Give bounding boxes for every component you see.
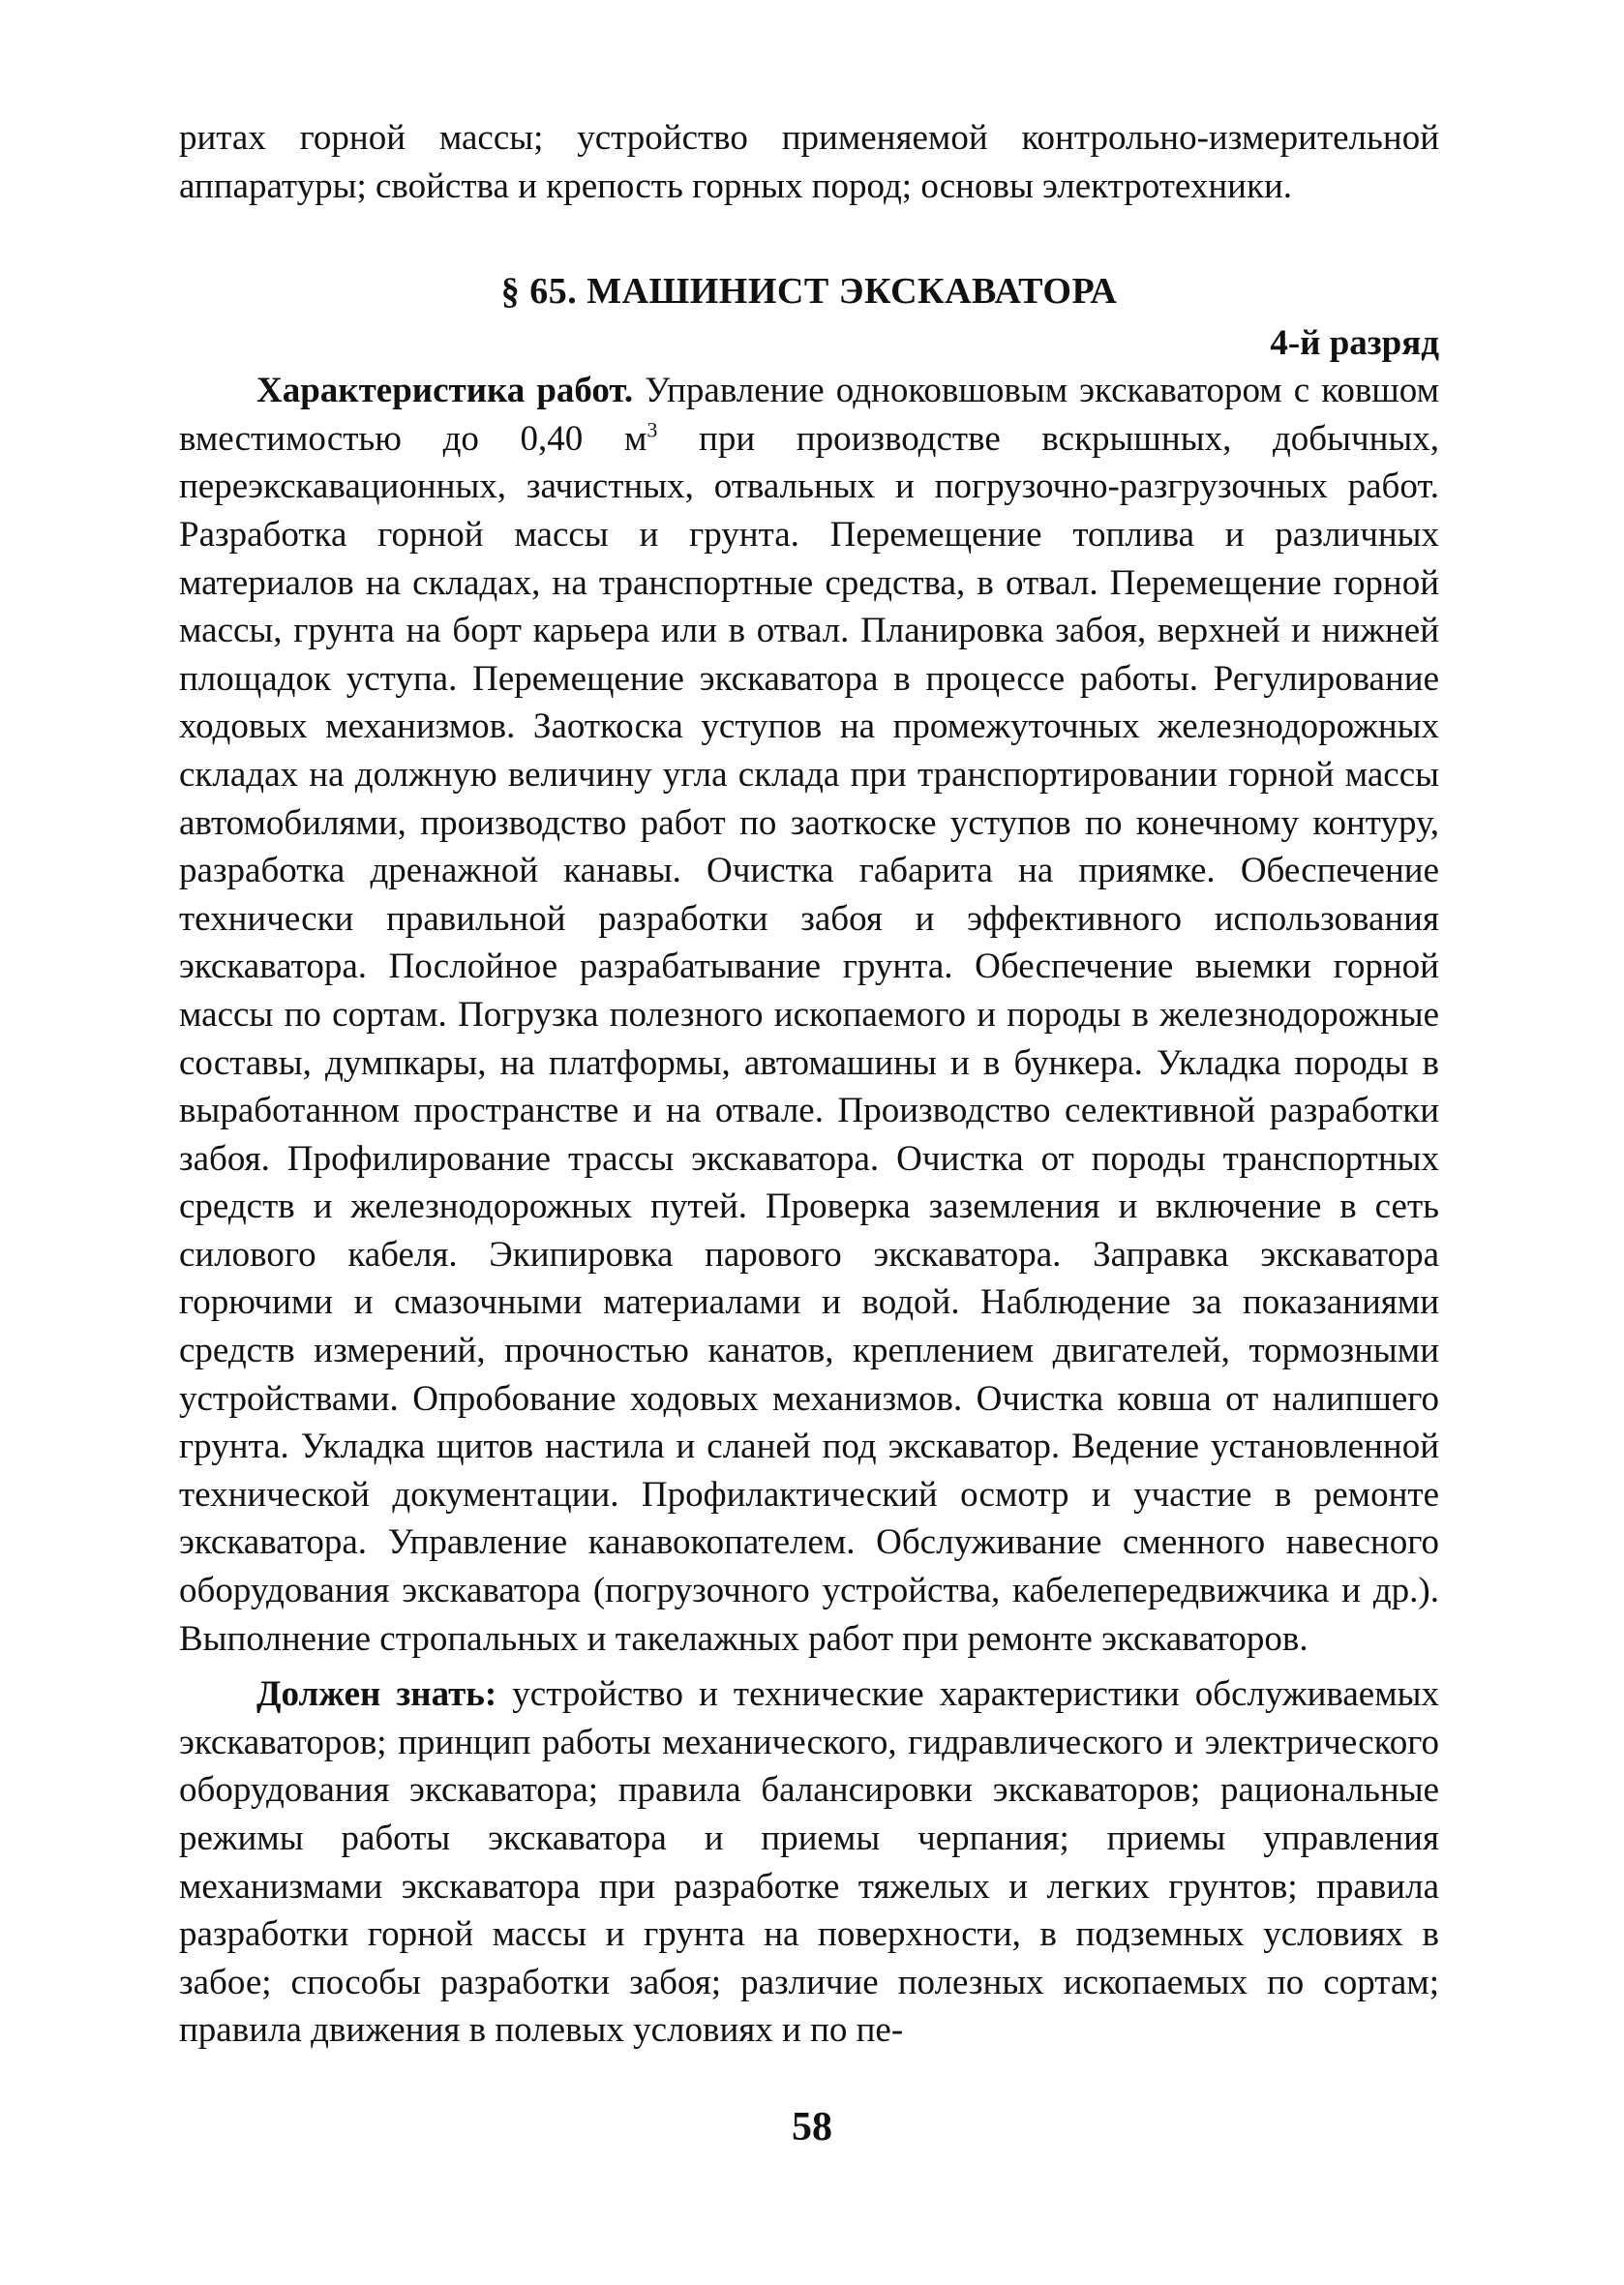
characteristics-text-rest: при производстве вскрышных, добычных, переэкскавационных, зачистных, отвальных и погрузочно-разгрузочных работ. Разработка горной массы и грунта. Перемещение топлива и различных материалов на складах, на транспортные средства, в отвал. Перемещение горной массы, грунта на борт карьера или в отвал. Планировка забоя, верхней и нижней площадок уступа. Перемещение экскаватора в процессе работы. Регулирование ходовых механизмов. Заоткоска уступов на промежуточных железнодорожных складах на должную величину угла склада при транспортировании горной массы автомобилями, производство работ по заоткоске уступов по конечному контуру, разработка дренажной канавы. Очистка габарита на приямке. Обеспечение технически правильной разработки забоя и эффективного использования экскаватора. Послойное разрабатывание грунта. Обеспечение выемки горной массы по сортам. Погрузка полезного ископаемого и породы в железнодорожные составы, думпкары, на платформы, автомашины и в бункера. Укладка породы в выработанном пространстве и на отвале. Производство селективной разработки забоя. Профилирование трассы экскаватора. Очистка от породы транспортных средств и железнодорожных путей. Проверка заземления и включение в сеть силового кабеля. Экипировка парового экскаватора. Заправка экскаватора горючими и смазочными материалами и водой. Наблюдение за показаниями средств измерений, прочностью канатов, креплением двигателей, тормозными устройствами. Опробование ходовых механизмов. Очистка ковша от налипшего грунта. Укладка щитов настила и сланей под экскаватор. Ведение установленной технической документации. Профилактический осмотр и участие в ремонте экскаватора. Управление канавокопателем. Обслуживание сменного навесного оборудования экскаватора (погрузочного устройства, кабелепередвижчика и др.). Выполнение стропальных и такелажных работ при ремонте экскаваторов. — [179, 418, 1440, 1659]
section-title: § 65. МАШИНИСТ ЭКСКАВАТОРА — [500, 271, 1118, 313]
grade-label: 4-й разряд — [1270, 323, 1439, 364]
must-know-lead: Должен знать: — [256, 1674, 497, 1715]
continuation-paragraph: ритах горной массы; устройство применяемой контрольно-измерительной аппаратуры; свойства и крепость горных пород; основы электротехники. — [179, 118, 1439, 206]
must-know-paragraph — [179, 1670, 1439, 2055]
cubic-superscript: 3 — [647, 417, 658, 442]
characteristics-paragraph — [179, 367, 1439, 1663]
characteristics-lead: Характеристика работ. — [256, 371, 634, 411]
page-number: 58 — [792, 2105, 832, 2150]
must-know-text: устройство и технические характеристики обслуживаемых экскаваторов; принцип работы механического, гидравлического и электрического оборудования экскаватора; правила балансировки экскаваторов; рациональные режимы работы экскаватора и приемы черпания; приемы управления механизмами экскаватора при разработке тяжелых и легких грунтов; правила разработки горной массы и грунта на поверхности, в подземных условиях в забое; способы разработки забоя; различие полезных ископаемых по сортам; правила движения в полевых условиях и по пе- — [179, 1674, 1439, 2051]
characteristics-text-start: Управление одноковшовым экскаватором с ковшом вместимостью до 0,40 м — [179, 371, 1440, 459]
document-page — [179, 114, 1439, 2055]
